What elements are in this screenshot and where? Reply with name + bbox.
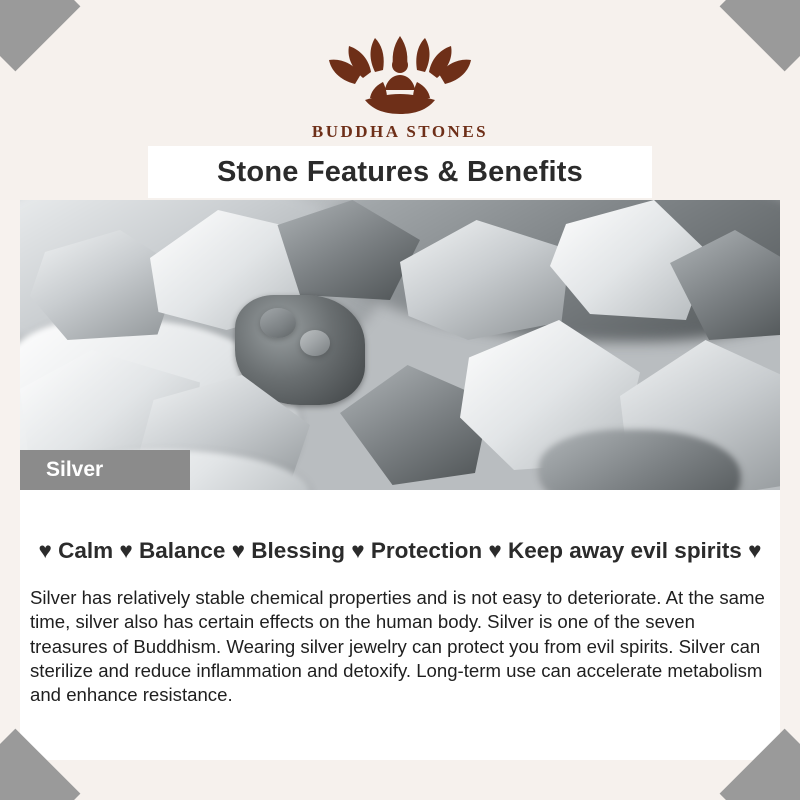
benefits-line: ♥ Calm ♥ Balance ♥ Blessing ♥ Protection ♥ Keep away evil spirits ♥ [38,538,762,563]
lotus-meditation-figure-icon [325,22,475,118]
stone-name-label: Silver [20,450,190,490]
brand-logo [0,22,800,142]
description-text: Silver has relatively stable chemical properties and is not easy to deteriorate. At the same time, silver also has certain effects on the human body. Silver is one of the seven treasures of Buddhism. Wearing silver jewelry can protect you from evil spirits. Silver can sterilize and reduce inflammation and detoxify. Long-term use can accelerate metabolism and enhance resistance. [30,587,765,706]
stone-photo [20,200,780,490]
footer-band [0,758,800,800]
page-title [148,146,652,198]
page-title-text: Stone Features & Benefits [217,155,583,188]
hero-image [20,200,780,490]
brand-name: BUDDHA STONES [311,122,489,141]
